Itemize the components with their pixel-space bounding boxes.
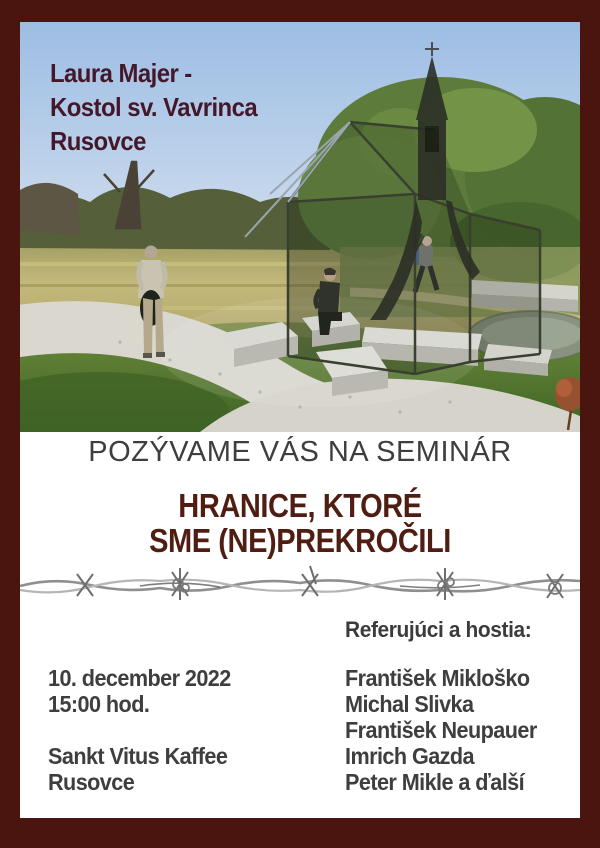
- venue-city: Rusovce: [48, 769, 135, 795]
- speaker-item: František Neupauer: [345, 717, 537, 743]
- seminar-title: [54, 488, 547, 558]
- venue-name: Sankt Vitus Kaffee: [48, 743, 228, 769]
- speaker-item: Michal Slivka: [345, 691, 474, 717]
- photo-title-line: Laura Majer -: [50, 58, 192, 88]
- seminar-title-line1: HRANICE, KTORÉ: [178, 487, 422, 524]
- poster-frame: [20, 22, 580, 818]
- photo-visualization: [20, 22, 580, 432]
- speakers-heading: Referujúci a hostia:: [345, 617, 532, 642]
- speaker-item: Imrich Gazda: [345, 743, 475, 769]
- event-time: 15:00 hod.: [48, 691, 150, 717]
- seminar-title-line2: SME (NE)PREKROČILI: [149, 522, 451, 559]
- photo-title-line: Kostol sv. Vavrinca: [50, 92, 258, 122]
- barbs: [77, 566, 563, 600]
- photo-title-line: Rusovce: [50, 126, 146, 156]
- speaker-item: Peter Mikle a ďalší: [345, 769, 525, 795]
- invite-line: POZÝVAME VÁS NA SEMINÁR: [88, 436, 512, 468]
- speaker-item: František Mikloško: [345, 665, 530, 691]
- speakers-list: [345, 665, 537, 795]
- event-date: 10. december 2022: [48, 665, 231, 691]
- event-details: [48, 665, 231, 795]
- photo-title: [50, 56, 257, 158]
- barbed-wire-image: [20, 562, 580, 618]
